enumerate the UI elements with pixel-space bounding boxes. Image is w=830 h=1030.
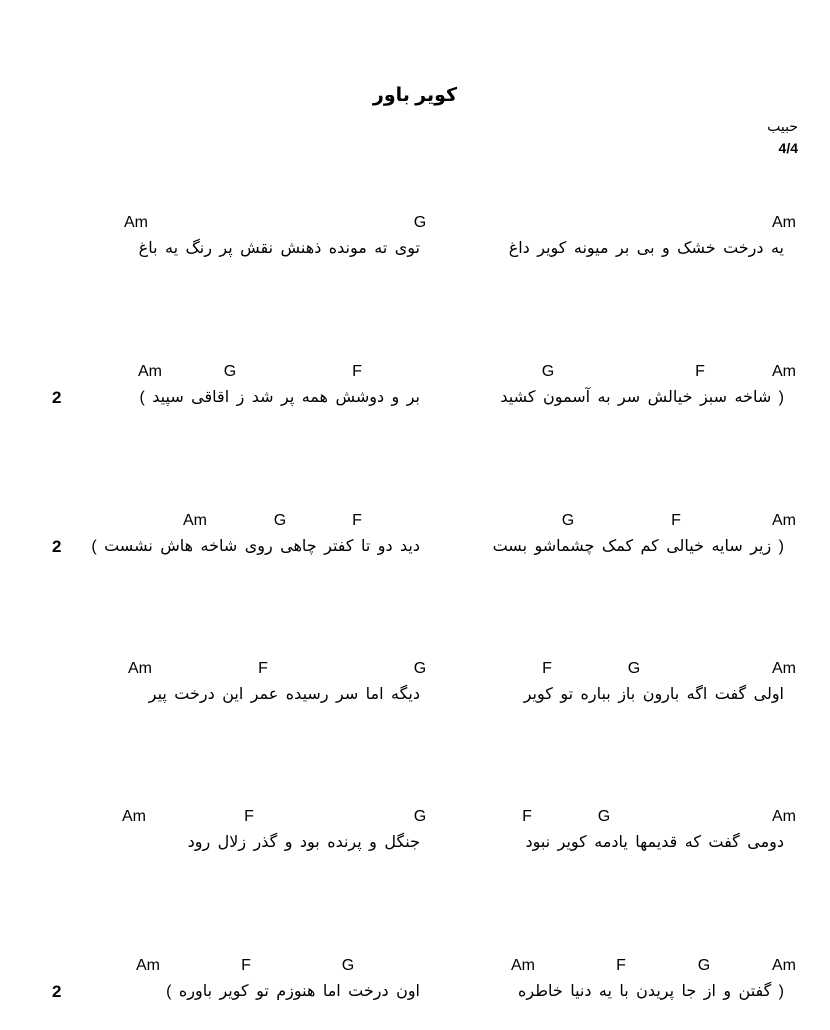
chord: Am (511, 957, 535, 974)
lyric-right: اولی گفت اگه بارون باز بباره تو کویر (523, 686, 784, 703)
chord: F (352, 512, 362, 529)
chord: Am (138, 363, 162, 380)
lyric-left: جنگل و پرنده بود و گذر زلال رود (187, 834, 420, 851)
verse-line (0, 660, 830, 720)
chord: G (597, 808, 611, 825)
chord: Am (772, 363, 796, 380)
chord: F (542, 660, 552, 677)
lyric-left: دیگه اما سر رسیده عمر این درخت پیر (148, 686, 420, 703)
chord: G (273, 512, 287, 529)
song-artist: حبیب (767, 118, 798, 134)
repeat-mark: 2 (52, 982, 62, 1001)
chord: G (413, 660, 427, 677)
chord: F (244, 808, 254, 825)
chord: F (352, 363, 362, 380)
chord: Am (772, 512, 796, 529)
chord: F (241, 957, 251, 974)
chord: G (541, 363, 555, 380)
lyric-right: ( گفتن و از جا پریدن با یه دنیا خاطره (518, 983, 784, 1000)
chord: F (671, 512, 681, 529)
chord: Am (183, 512, 207, 529)
chord: Am (772, 957, 796, 974)
chord: Am (136, 957, 160, 974)
chord: Am (124, 214, 148, 231)
lyric-right: ( شاخه سبز خیالش سر به آسمون کشید (500, 389, 784, 406)
lyric-right: ( زیر سایه خیالی کم کمک چشماشو بست (492, 538, 784, 555)
chord: G (413, 214, 427, 231)
chord: Am (772, 214, 796, 231)
song-title: کویر باور (372, 85, 458, 106)
verse-line (0, 957, 830, 1017)
chord: F (522, 808, 532, 825)
chord: Am (772, 660, 796, 677)
chord: F (258, 660, 268, 677)
lyric-left: اون درخت اما هنوزم تو کویر باوره ) (166, 983, 420, 1000)
verse-line (0, 363, 830, 423)
chord: G (341, 957, 355, 974)
repeat-mark: 2 (52, 537, 62, 556)
chord: F (695, 363, 705, 380)
time-signature: 4/4 (778, 140, 798, 156)
verse-line (0, 808, 830, 868)
lyric-left: دید دو تا کفتر چاهی روی شاخه هاش نشست ) (91, 538, 420, 555)
verse-line (0, 214, 830, 274)
chord: Am (128, 660, 152, 677)
chord: G (561, 512, 575, 529)
chord: Am (122, 808, 146, 825)
chord: F (616, 957, 626, 974)
lyric-right: یه درخت خشک و بی بر میونه کویر داغ (508, 240, 784, 257)
chord: G (627, 660, 641, 677)
lyric-right: دومی گفت که قدیمها یادمه کویر نبود (525, 834, 784, 851)
chord: G (697, 957, 711, 974)
chord: G (223, 363, 237, 380)
chord: Am (772, 808, 796, 825)
repeat-mark: 2 (52, 388, 62, 407)
chord: G (413, 808, 427, 825)
lyric-left: بر و دوشش همه پر شد ز اقاقی سپید ) (139, 389, 420, 406)
lyric-left: توی ته مونده ذهنش نقش پر رنگ یه باغ (138, 240, 420, 257)
verse-line (0, 512, 830, 572)
